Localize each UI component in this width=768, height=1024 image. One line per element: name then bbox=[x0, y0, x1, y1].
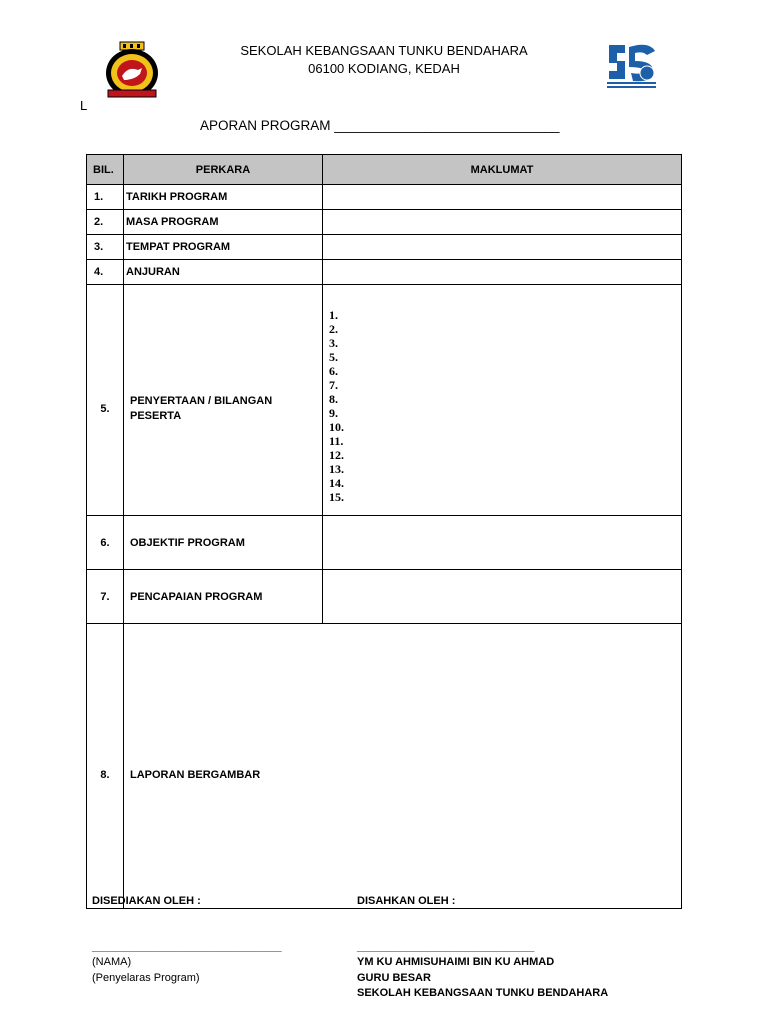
prepared-by-label: DISEDIAKAN OLEH : bbox=[92, 895, 201, 907]
approved-by-label: DISAHKAN OLEH : bbox=[357, 895, 456, 907]
participant-number: 14. bbox=[329, 476, 344, 490]
program-logo bbox=[603, 39, 660, 91]
approver-position: GURU BESAR bbox=[357, 971, 431, 984]
row-detail-cell[interactable] bbox=[323, 185, 682, 210]
approver-school: SEKOLAH KEBANGSAAN TUNKU BENDAHARA bbox=[357, 987, 609, 999]
participant-number: 6. bbox=[329, 364, 338, 378]
header-maklumat: MAKLUMAT bbox=[323, 155, 682, 185]
row-detail-cell[interactable] bbox=[323, 570, 682, 624]
table-row bbox=[87, 260, 682, 285]
table-row bbox=[87, 570, 682, 624]
header-bil: BIL. bbox=[87, 155, 124, 185]
row-number: 6. bbox=[87, 516, 124, 570]
approved-by-block bbox=[357, 894, 608, 1002]
row-item: PENYERTAAN / BILANGAN PESERTA bbox=[124, 285, 323, 516]
header-perkara: PERKARA bbox=[124, 155, 323, 185]
row-number: 4. bbox=[87, 260, 124, 285]
row-detail-cell[interactable] bbox=[323, 260, 682, 285]
report-title: APORAN PROGRAM ______________________________ bbox=[200, 118, 560, 133]
row-number: 8. bbox=[87, 624, 124, 909]
row-item: TEMPAT PROGRAM bbox=[124, 235, 323, 260]
row-number: 1. bbox=[87, 185, 124, 210]
prepared-by-block bbox=[92, 894, 282, 986]
prepared-signature-line[interactable]: _______________________________ bbox=[92, 940, 282, 953]
school-header bbox=[174, 42, 594, 78]
school-name: SEKOLAH KEBANGSAAN TUNKU BENDAHARA bbox=[240, 43, 528, 58]
participant-number-list bbox=[323, 296, 681, 504]
row-item: ANJURAN bbox=[124, 260, 323, 285]
participant-number: 1. bbox=[329, 308, 338, 322]
row-number: 3. bbox=[87, 235, 124, 260]
row-number: 5. bbox=[87, 285, 124, 516]
row-detail-cell[interactable] bbox=[323, 210, 682, 235]
row-item: MASA PROGRAM bbox=[124, 210, 323, 235]
school-address: 06100 KODIANG, KEDAH bbox=[308, 61, 460, 76]
row-number: 7. bbox=[87, 570, 124, 624]
row-detail-cell[interactable] bbox=[323, 235, 682, 260]
participant-number: 2. bbox=[329, 322, 338, 336]
report-form-table bbox=[86, 154, 682, 909]
prepared-name: (NAMA) bbox=[92, 956, 132, 968]
table-row bbox=[87, 285, 682, 516]
participant-number: 7. bbox=[329, 378, 338, 392]
participant-number: 5. bbox=[329, 350, 338, 364]
participant-number: 15. bbox=[329, 490, 344, 504]
row-item: TARIKH PROGRAM bbox=[124, 185, 323, 210]
row-number: 2. bbox=[87, 210, 124, 235]
table-row bbox=[87, 210, 682, 235]
table-header-row bbox=[87, 155, 682, 185]
participant-number: 3. bbox=[329, 336, 338, 350]
row-item[interactable]: LAPORAN BERGAMBAR bbox=[124, 624, 682, 909]
table-row bbox=[87, 235, 682, 260]
table-row bbox=[87, 185, 682, 210]
row-detail-cell[interactable] bbox=[323, 285, 682, 516]
prepared-role: (Penyelaras Program) bbox=[92, 971, 200, 984]
participant-number: 12. bbox=[329, 448, 344, 462]
table-row bbox=[87, 624, 682, 909]
participant-number: 10. bbox=[329, 420, 344, 434]
row-item: PENCAPAIAN PROGRAM bbox=[124, 570, 323, 624]
participant-number: 9. bbox=[329, 406, 338, 420]
approver-name: YM KU AHMISUHAIMI BIN KU AHMAD bbox=[357, 956, 555, 968]
participant-number: 13. bbox=[329, 462, 344, 476]
participant-number: 8. bbox=[329, 392, 338, 406]
school-crest-logo bbox=[104, 40, 160, 100]
row-detail-cell[interactable] bbox=[323, 516, 682, 570]
approved-signature-line[interactable]: _____________________________ bbox=[357, 940, 535, 953]
row-item: OBJEKTIF PROGRAM bbox=[124, 516, 323, 570]
table-row bbox=[87, 516, 682, 570]
stray-letter: L bbox=[80, 98, 88, 113]
participant-number: 11. bbox=[329, 434, 344, 448]
